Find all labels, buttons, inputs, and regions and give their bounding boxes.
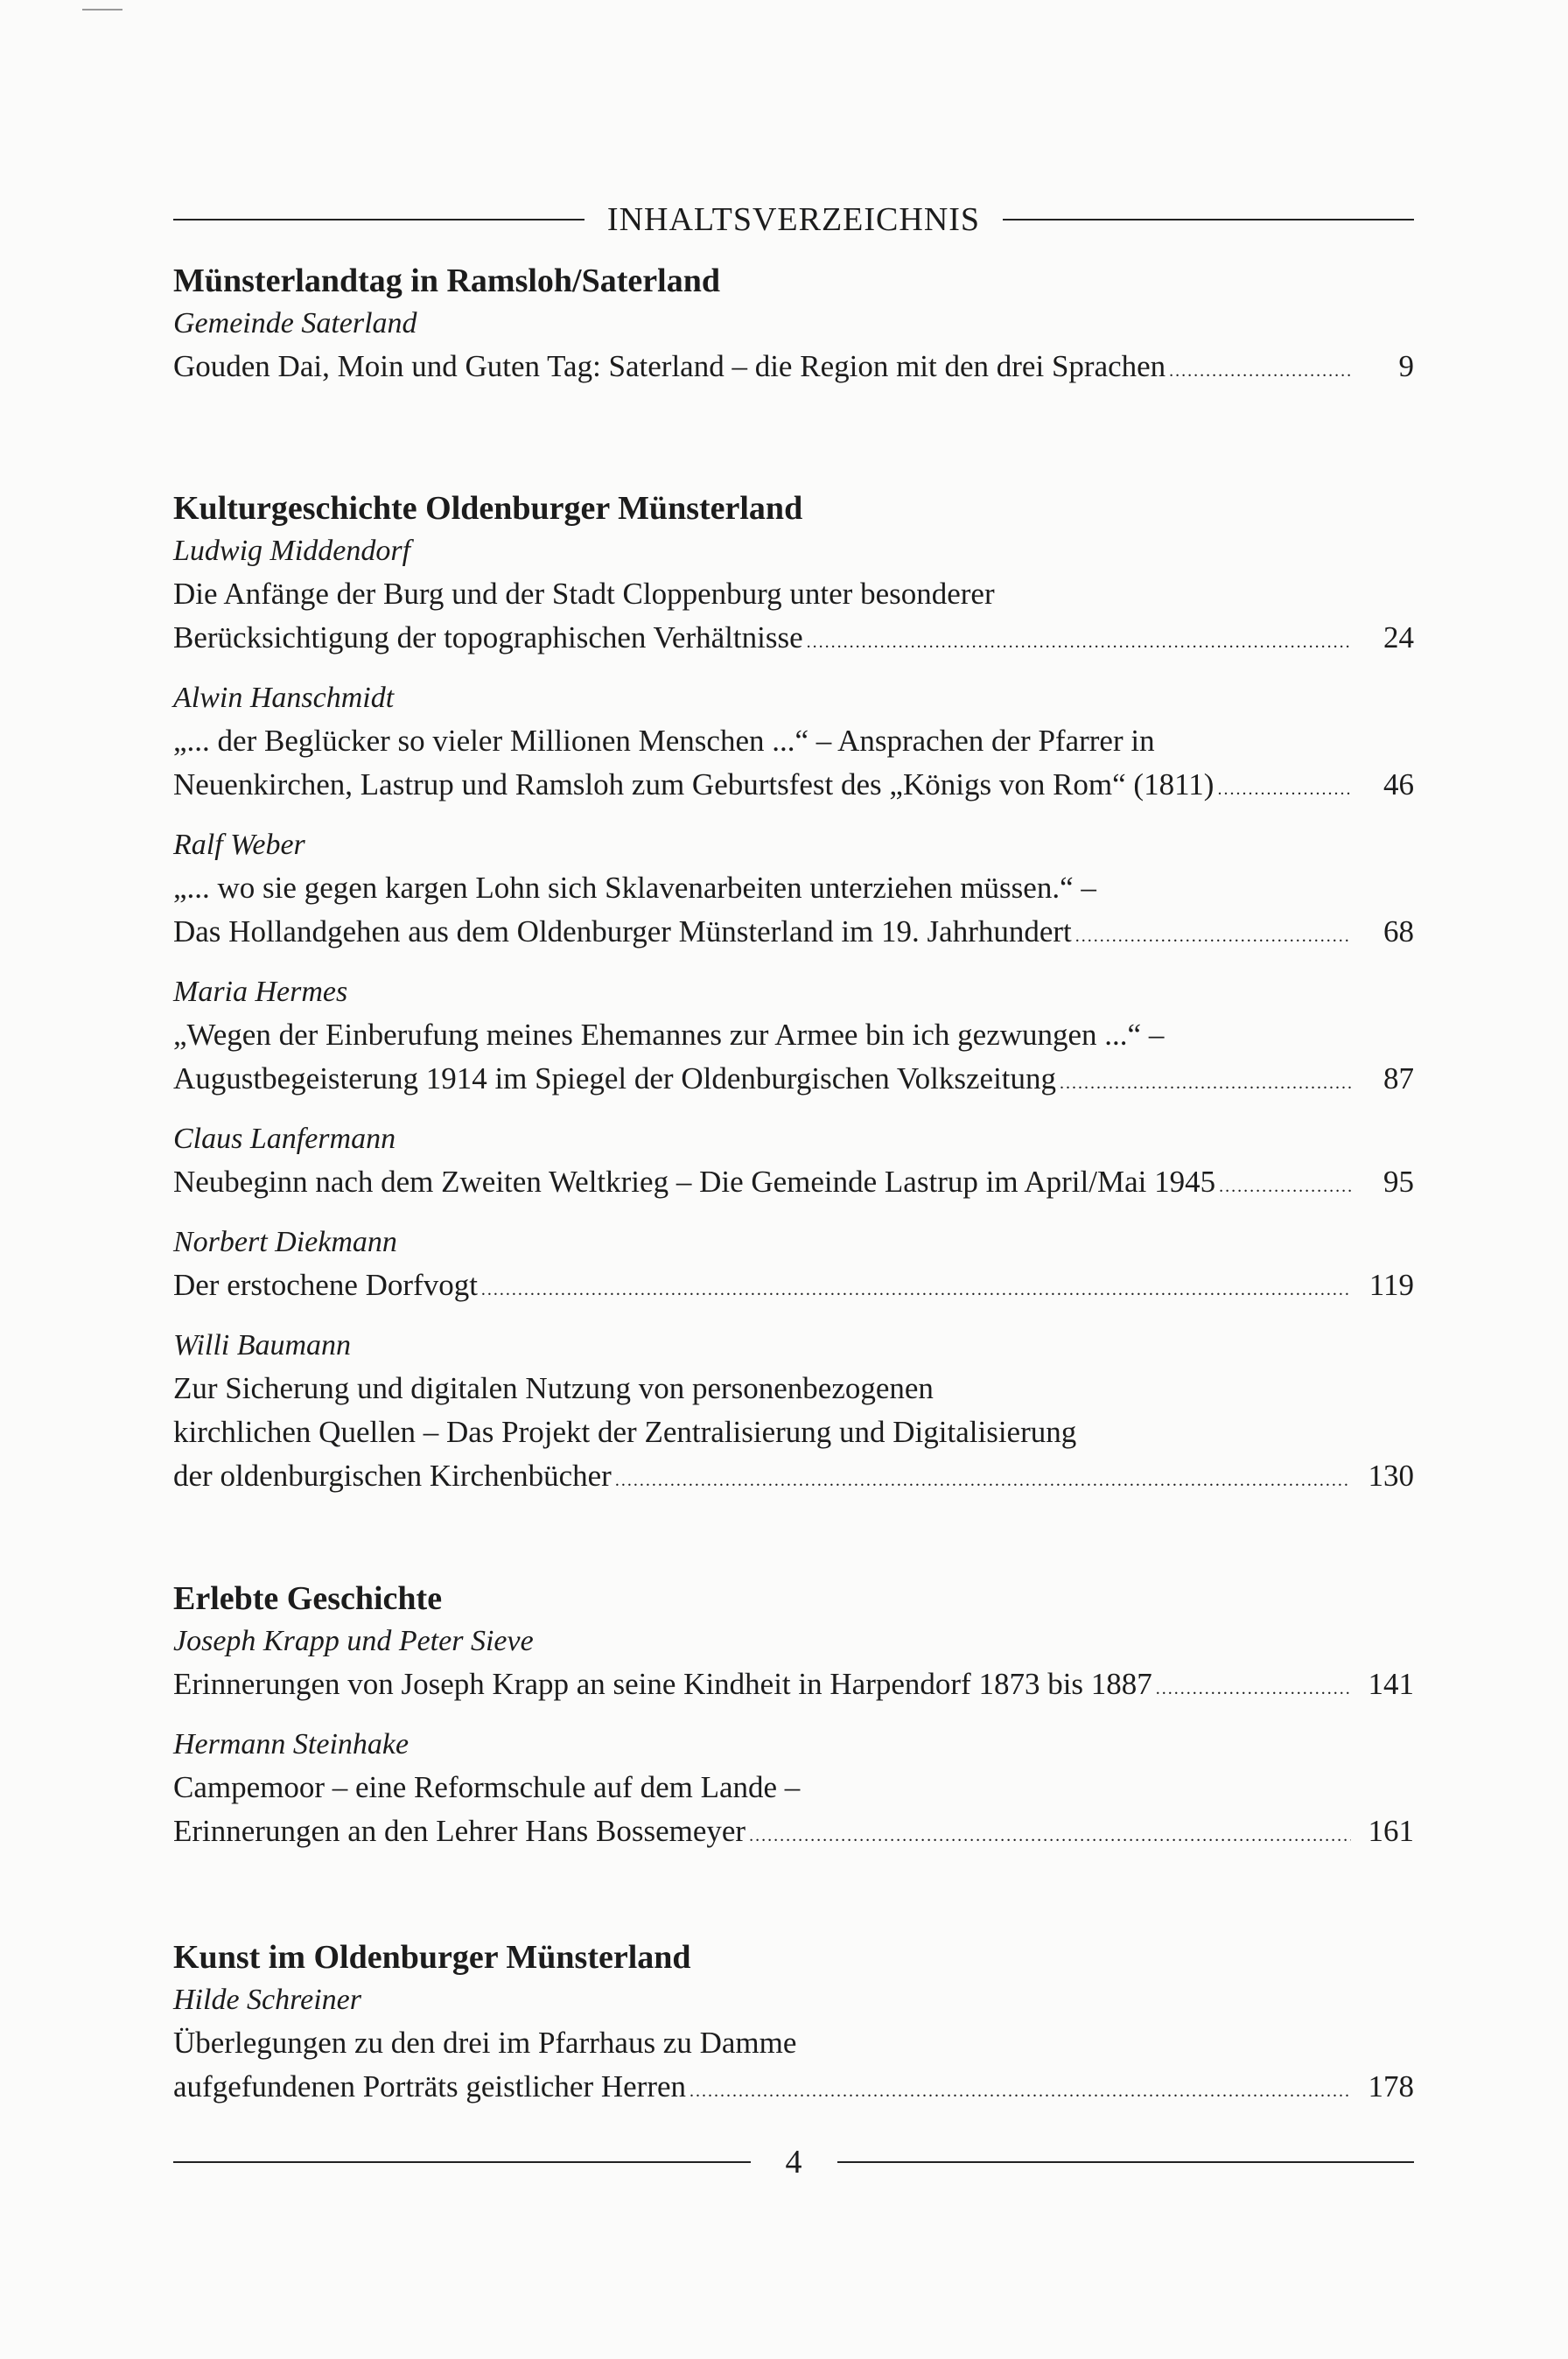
entry-title-line: Gouden Dai, Moin und Guten Tag: Saterland – die Region mit den drei Sprachen bbox=[173, 349, 1166, 383]
toc-entry bbox=[173, 1979, 1414, 2109]
entry-title-line: Neubeginn nach dem Zweiten Weltkrieg – Die Gemeinde Lastrup im April/Mai 1945 bbox=[173, 1165, 1216, 1199]
dot-leader bbox=[807, 620, 1351, 664]
dot-leader bbox=[1075, 914, 1351, 958]
toc-entry bbox=[173, 1325, 1414, 1498]
dot-leader bbox=[690, 2069, 1351, 2113]
entry-page-number: 161 bbox=[1368, 1814, 1414, 1848]
header-rule-right bbox=[1003, 219, 1414, 220]
entry-title-line: Die Anfänge der Burg und der Stadt Cloppenburg unter besonderer bbox=[173, 577, 995, 611]
header-rule-left bbox=[173, 219, 584, 220]
dot-leader bbox=[1169, 349, 1351, 393]
entry-title-line: kirchlichen Quellen – Das Projekt der Zentralisierung und Digitalisierung bbox=[173, 1415, 1077, 1449]
toc-section bbox=[173, 486, 1414, 1516]
toc-section bbox=[173, 1577, 1414, 1871]
footer-rule-left bbox=[173, 2161, 751, 2163]
toc-section bbox=[173, 1936, 1414, 2126]
section-title: Kunst im Oldenburger Münsterland bbox=[173, 1939, 691, 1976]
toc-section bbox=[173, 259, 1414, 406]
toc-entry bbox=[173, 1222, 1414, 1307]
entry-title-line: Berücksichtigung der topographischen Verhältnisse bbox=[173, 620, 803, 654]
entry-author: Alwin Hanschmidt bbox=[173, 682, 395, 714]
dot-leader bbox=[481, 1268, 1351, 1312]
entry-page-number: 9 bbox=[1398, 349, 1414, 383]
entry-author: Maria Hermes bbox=[173, 976, 348, 1008]
entry-author: Norbert Diekmann bbox=[173, 1226, 397, 1258]
entry-page-number: 95 bbox=[1383, 1165, 1414, 1199]
entry-page-number: 46 bbox=[1383, 767, 1414, 802]
dot-leader bbox=[1217, 767, 1351, 811]
entry-title-line: Neuenkirchen, Lastrup und Ramsloh zum Geburtsfest des „Königs von Rom“ (1811) bbox=[173, 767, 1214, 802]
entry-author: Ludwig Middendorf bbox=[173, 535, 411, 567]
page-footer bbox=[173, 2140, 1414, 2184]
entry-author: Hilde Schreiner bbox=[173, 1984, 361, 2016]
toc-entry bbox=[173, 1620, 1414, 1706]
toc-entry bbox=[173, 971, 1414, 1101]
entry-title-line: aufgefundenen Porträts geistlicher Herren bbox=[173, 2069, 687, 2104]
entry-title-line: „Wegen der Einberufung meines Ehemannes zur Armee bin ich gezwungen ...“ – bbox=[173, 1018, 1165, 1052]
entry-title-line: Augustbegeisterung 1914 im Spiegel der Oldenburgischen Volkszeitung bbox=[173, 1061, 1057, 1096]
toc-entry bbox=[173, 824, 1414, 954]
entry-title-line: Überlegungen zu den drei im Pfarrhaus zu Damme bbox=[173, 2026, 797, 2060]
entry-page-number: 68 bbox=[1383, 914, 1414, 948]
entry-author: Ralf Weber bbox=[173, 829, 305, 861]
entry-author: Willi Baumann bbox=[173, 1329, 352, 1362]
entry-title-line: der oldenburgischen Kirchenbücher bbox=[173, 1459, 612, 1493]
entry-author: Claus Lanfermann bbox=[173, 1123, 396, 1155]
toc-header bbox=[173, 198, 1414, 242]
entry-title-line: „... der Beglücker so vieler Millionen Menschen ...“ – Ansprachen der Pfarrer in bbox=[173, 724, 1155, 758]
entry-title-line: „... wo sie gegen kargen Lohn sich Sklavenarbeiten unterziehen müssen.“ – bbox=[173, 871, 1096, 905]
toc-entry bbox=[173, 1118, 1414, 1204]
entry-page-number: 130 bbox=[1368, 1459, 1414, 1493]
entry-page-number: 178 bbox=[1368, 2069, 1414, 2104]
entry-page-number: 141 bbox=[1368, 1667, 1414, 1701]
footer-rule-right bbox=[837, 2161, 1415, 2163]
entry-title-line: Erinnerungen an den Lehrer Hans Bossemeyer bbox=[173, 1814, 746, 1848]
page-number: 4 bbox=[785, 2144, 802, 2180]
entry-author: Joseph Krapp und Peter Sieve bbox=[173, 1625, 534, 1657]
toc-entry bbox=[173, 303, 1414, 388]
scan-edge-mark bbox=[82, 9, 122, 10]
entry-page-number: 87 bbox=[1383, 1061, 1414, 1096]
entry-title-line: Der erstochene Dorfvogt bbox=[173, 1268, 478, 1302]
dot-leader bbox=[1156, 1667, 1351, 1711]
toc-entry bbox=[173, 677, 1414, 807]
toc-title: INHALTSVERZEICHNIS bbox=[606, 201, 981, 238]
entry-author: Hermann Steinhake bbox=[173, 1728, 410, 1760]
section-title: Erlebte Geschichte bbox=[173, 1580, 443, 1617]
entry-page-number: 119 bbox=[1368, 1268, 1414, 1302]
entry-title-line: Das Hollandgehen aus dem Oldenburger Münsterland im 19. Jahrhundert bbox=[173, 914, 1072, 948]
section-title: Münsterlandtag in Ramsloh/Saterland bbox=[173, 262, 720, 299]
entry-title-line: Zur Sicherung und digitalen Nutzung von personenbezogenen bbox=[173, 1371, 934, 1405]
dot-leader bbox=[1219, 1165, 1351, 1208]
entry-title-line: Campemoor – eine Reformschule auf dem Lande – bbox=[173, 1770, 801, 1804]
dot-leader bbox=[749, 1814, 1351, 1858]
entry-author: Gemeinde Saterland bbox=[173, 307, 417, 340]
entry-page-number: 24 bbox=[1383, 620, 1414, 654]
dot-leader bbox=[615, 1459, 1351, 1502]
dot-leader bbox=[1060, 1061, 1351, 1105]
toc-entry bbox=[173, 530, 1414, 660]
toc-entry bbox=[173, 1724, 1414, 1853]
section-title: Kulturgeschichte Oldenburger Münsterland bbox=[173, 490, 803, 527]
entry-title-line: Erinnerungen von Joseph Krapp an seine Kindheit in Harpendorf 1873 bis 1887 bbox=[173, 1667, 1152, 1701]
